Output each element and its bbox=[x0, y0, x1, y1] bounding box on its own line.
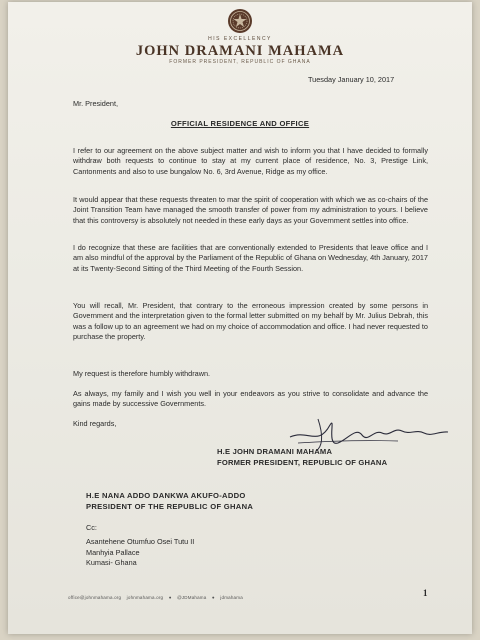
closing: Kind regards, bbox=[73, 419, 117, 428]
cc-recipient: Manhyia Pallace bbox=[86, 547, 140, 557]
letter-subject: OFFICIAL RESIDENCE AND OFFICE bbox=[170, 119, 310, 128]
addressee-title: PRESIDENT OF THE REPUBLIC OF GHANA bbox=[86, 502, 254, 511]
letterhead-subline: FORMER PRESIDENT, REPUBLIC OF GHANA bbox=[169, 59, 311, 65]
presidential-seal-icon bbox=[227, 8, 253, 34]
footer-twitter[interactable]: @JDMahama bbox=[177, 595, 207, 600]
footer-website[interactable]: johnmahama.org bbox=[126, 595, 164, 600]
footer-facebook[interactable]: jdmahama bbox=[220, 595, 243, 600]
letter-page bbox=[8, 2, 472, 634]
paragraph-5: My request is therefore humbly withdrawn. bbox=[73, 369, 211, 378]
paragraph-2: It would appear that these requests threaten to mar the spirit of cooperation with which we as co-chairs of the Joint Transition Team have managed the smooth transfer of power from my administration to yours. I believe that this controversy is absolutely not needed in these early days as your Government settles into office. bbox=[73, 195, 428, 225]
cc-recipient: Kumasi- Ghana bbox=[86, 558, 137, 567]
cc-label: Cc: bbox=[86, 523, 97, 532]
signatory-name: H.E JOHN DRAMANI MAHAMA bbox=[217, 447, 333, 456]
page-number: 1 bbox=[423, 588, 428, 598]
paragraph-1: I refer to our agreement on the above subject matter and wish to inform you that I have decided to formally withdraw both requests to continue to stay at my current place of residence, No. 3, Prestige Link, Cantonments and also to use bungalow No. 6, 3rd Avenue, Ridge as my office. bbox=[73, 146, 428, 176]
cc-list bbox=[86, 537, 194, 569]
signatory-title: FORMER PRESIDENT, REPUBLIC OF GHANA bbox=[217, 458, 388, 467]
twitter-icon: ● bbox=[168, 595, 172, 600]
paragraph-4: You will recall, Mr. President, that contrary to the erroneous impression created by some persons in Government and the interpretation given to the formal letter submitted on my behalf by Mr. Julius Debrah, this was a follow up to an agreement we had on my choice of accommodation and office. I had never requested to purchase the property. bbox=[73, 301, 428, 341]
cc-recipient: Asantehene Otumfuo Osei Tutu II bbox=[86, 537, 195, 546]
addressee-name: H.E NANA ADDO DANKWA AKUFO-ADDO bbox=[86, 491, 246, 500]
footer-email[interactable]: office@johnmahama.org bbox=[68, 595, 122, 600]
letterhead bbox=[8, 8, 472, 66]
letterhead-name: JOHN DRAMANI MAHAMA bbox=[135, 43, 345, 59]
letter-footer bbox=[68, 595, 247, 600]
letterhead-overline: HIS EXCELLENCY bbox=[208, 36, 272, 42]
paragraph-6: As always, my family and I wish you well in your endeavors as you strive to consolidate and advance the gains made by successive Governments. bbox=[73, 389, 428, 409]
letter-date: Tuesday January 10, 2017 bbox=[308, 75, 395, 84]
facebook-icon: ● bbox=[211, 595, 215, 600]
paragraph-3: I do recognize that these are facilities that are conventionally extended to Presidents that leave office and I am also mindful of the approval by the Parliament of the Republic of Ghana on Wednesday, 4th January, 2017 at its Twenty-Second Sitting of the Third Meeting of the Fourth Session. bbox=[73, 243, 428, 273]
salutation: Mr. President, bbox=[73, 99, 119, 108]
